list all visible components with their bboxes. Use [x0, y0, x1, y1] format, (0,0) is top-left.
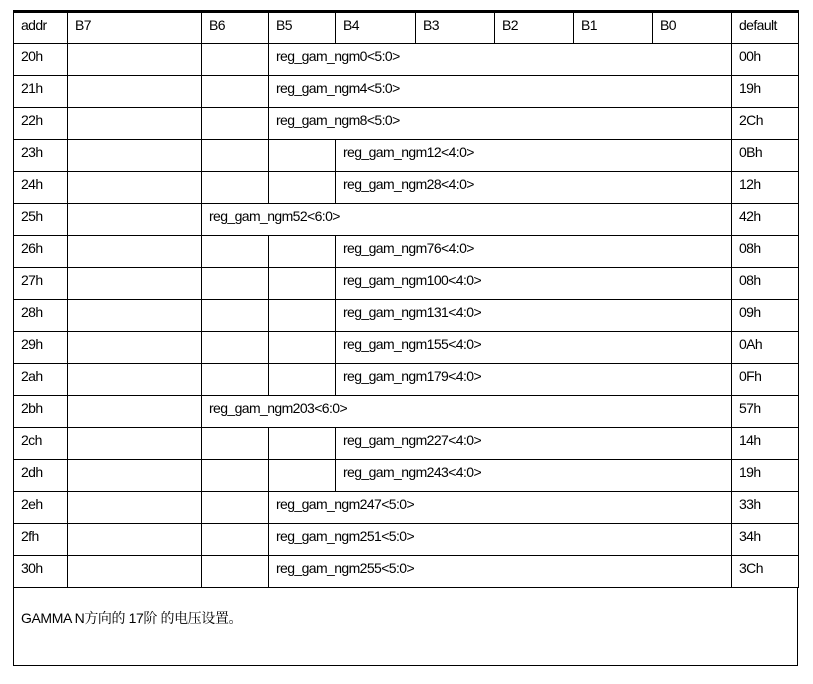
- addr-cell: 21h: [14, 76, 68, 108]
- header-row: [14, 12, 799, 44]
- default-cell: 08h: [732, 236, 799, 268]
- empty-bit-cell: [202, 44, 269, 76]
- empty-bit-cell: [202, 524, 269, 556]
- addr-cell: 27h: [14, 268, 68, 300]
- table-row: [14, 172, 799, 204]
- default-cell: 00h: [732, 44, 799, 76]
- addr-cell: 30h: [14, 556, 68, 588]
- default-cell: 0Bh: [732, 140, 799, 172]
- table-row: [14, 44, 799, 76]
- field-cell: reg_gam_ngm243<4:0>: [336, 460, 732, 492]
- empty-bit-cell: [202, 428, 269, 460]
- empty-bit-cell: [202, 300, 269, 332]
- empty-bit-cell: [202, 556, 269, 588]
- table-row: [14, 268, 799, 300]
- empty-bit-cell: [68, 204, 202, 236]
- header-addr: addr: [14, 12, 68, 44]
- field-cell: reg_gam_ngm0<5:0>: [269, 44, 732, 76]
- default-cell: 33h: [732, 492, 799, 524]
- empty-bit-cell: [269, 332, 336, 364]
- default-cell: 0Fh: [732, 364, 799, 396]
- empty-bit-cell: [269, 300, 336, 332]
- field-cell: reg_gam_ngm12<4:0>: [336, 140, 732, 172]
- empty-bit-cell: [68, 268, 202, 300]
- empty-bit-cell: [68, 108, 202, 140]
- default-cell: 2Ch: [732, 108, 799, 140]
- empty-bit-cell: [68, 140, 202, 172]
- empty-bit-cell: [269, 236, 336, 268]
- table-row: [14, 396, 799, 428]
- register-table: [13, 10, 799, 588]
- table-row: [14, 76, 799, 108]
- empty-bit-cell: [68, 236, 202, 268]
- empty-bit-cell: [269, 172, 336, 204]
- addr-cell: 2ch: [14, 428, 68, 460]
- field-cell: reg_gam_ngm76<4:0>: [336, 236, 732, 268]
- register-table-container: [13, 10, 798, 666]
- field-cell: reg_gam_ngm8<5:0>: [269, 108, 732, 140]
- default-cell: 19h: [732, 460, 799, 492]
- empty-bit-cell: [269, 364, 336, 396]
- field-cell: reg_gam_ngm255<5:0>: [269, 556, 732, 588]
- header-b6: B6: [202, 12, 269, 44]
- empty-bit-cell: [202, 268, 269, 300]
- table-row: [14, 140, 799, 172]
- table-row: [14, 492, 799, 524]
- field-cell: reg_gam_ngm131<4:0>: [336, 300, 732, 332]
- empty-bit-cell: [269, 460, 336, 492]
- empty-bit-cell: [202, 492, 269, 524]
- addr-cell: 2eh: [14, 492, 68, 524]
- header-b4: B4: [336, 12, 416, 44]
- default-cell: 09h: [732, 300, 799, 332]
- empty-bit-cell: [202, 236, 269, 268]
- default-cell: 14h: [732, 428, 799, 460]
- empty-bit-cell: [202, 460, 269, 492]
- table-row: [14, 460, 799, 492]
- empty-bit-cell: [68, 364, 202, 396]
- table-row: [14, 332, 799, 364]
- field-cell: reg_gam_ngm203<6:0>: [202, 396, 732, 428]
- table-row: [14, 556, 799, 588]
- empty-bit-cell: [68, 300, 202, 332]
- empty-bit-cell: [202, 140, 269, 172]
- field-cell: reg_gam_ngm28<4:0>: [336, 172, 732, 204]
- addr-cell: 22h: [14, 108, 68, 140]
- field-cell: reg_gam_ngm179<4:0>: [336, 364, 732, 396]
- default-cell: 08h: [732, 268, 799, 300]
- empty-bit-cell: [68, 396, 202, 428]
- empty-bit-cell: [269, 140, 336, 172]
- empty-bit-cell: [269, 268, 336, 300]
- table-row: [14, 428, 799, 460]
- empty-bit-cell: [269, 428, 336, 460]
- default-cell: 3Ch: [732, 556, 799, 588]
- addr-cell: 24h: [14, 172, 68, 204]
- header-b3: B3: [416, 12, 495, 44]
- addr-cell: 28h: [14, 300, 68, 332]
- header-b7: B7: [68, 12, 202, 44]
- default-cell: 42h: [732, 204, 799, 236]
- empty-bit-cell: [68, 460, 202, 492]
- default-cell: 19h: [732, 76, 799, 108]
- header-default: default: [732, 12, 799, 44]
- empty-bit-cell: [68, 76, 202, 108]
- field-cell: reg_gam_ngm155<4:0>: [336, 332, 732, 364]
- field-cell: reg_gam_ngm227<4:0>: [336, 428, 732, 460]
- empty-bit-cell: [202, 332, 269, 364]
- empty-bit-cell: [202, 76, 269, 108]
- field-cell: reg_gam_ngm52<6:0>: [202, 204, 732, 236]
- default-cell: 0Ah: [732, 332, 799, 364]
- addr-cell: 2ah: [14, 364, 68, 396]
- default-cell: 12h: [732, 172, 799, 204]
- addr-cell: 2dh: [14, 460, 68, 492]
- empty-bit-cell: [202, 108, 269, 140]
- empty-bit-cell: [68, 172, 202, 204]
- default-cell: 34h: [732, 524, 799, 556]
- empty-bit-cell: [68, 524, 202, 556]
- addr-cell: 2fh: [14, 524, 68, 556]
- addr-cell: 25h: [14, 204, 68, 236]
- addr-cell: 26h: [14, 236, 68, 268]
- header-b0: B0: [653, 12, 732, 44]
- empty-bit-cell: [68, 332, 202, 364]
- table-row: [14, 524, 799, 556]
- field-cell: reg_gam_ngm100<4:0>: [336, 268, 732, 300]
- addr-cell: 29h: [14, 332, 68, 364]
- field-cell: reg_gam_ngm247<5:0>: [269, 492, 732, 524]
- default-cell: 57h: [732, 396, 799, 428]
- description-note: GAMMA N方向的 17阶 的电压设置。: [13, 588, 798, 666]
- empty-bit-cell: [202, 172, 269, 204]
- field-cell: reg_gam_ngm251<5:0>: [269, 524, 732, 556]
- table-row: [14, 300, 799, 332]
- table-row: [14, 364, 799, 396]
- empty-bit-cell: [68, 44, 202, 76]
- table-row: [14, 108, 799, 140]
- field-cell: reg_gam_ngm4<5:0>: [269, 76, 732, 108]
- addr-cell: 2bh: [14, 396, 68, 428]
- header-b1: B1: [574, 12, 653, 44]
- empty-bit-cell: [68, 492, 202, 524]
- header-b5: B5: [269, 12, 336, 44]
- addr-cell: 23h: [14, 140, 68, 172]
- empty-bit-cell: [68, 556, 202, 588]
- empty-bit-cell: [202, 364, 269, 396]
- empty-bit-cell: [68, 428, 202, 460]
- addr-cell: 20h: [14, 44, 68, 76]
- table-row: [14, 204, 799, 236]
- header-b2: B2: [495, 12, 574, 44]
- table-row: [14, 236, 799, 268]
